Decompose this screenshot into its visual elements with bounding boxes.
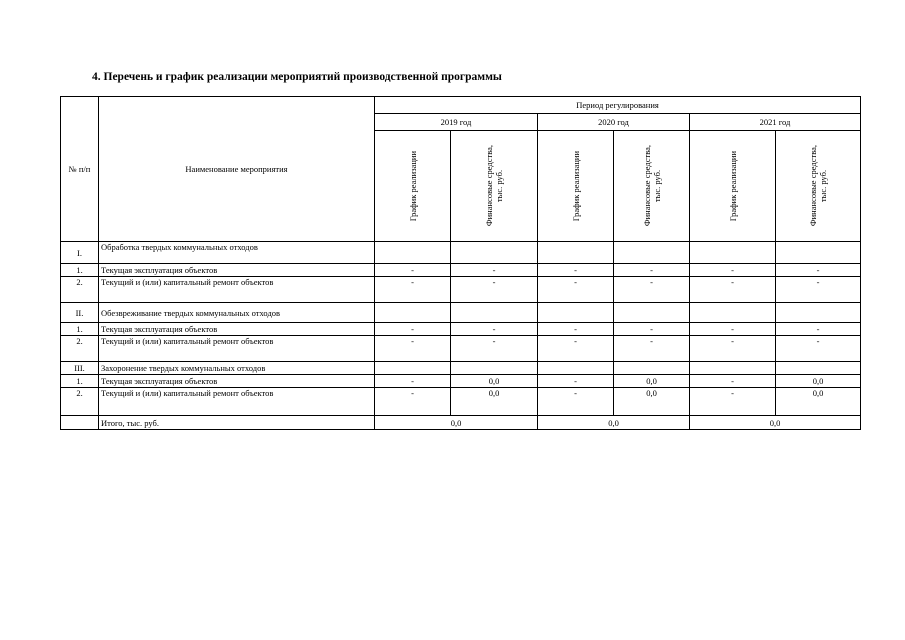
cell-value: -	[614, 336, 690, 362]
header-finance-2020: Финансовые средства, тыс. руб.	[614, 131, 690, 242]
row-name: Текущая эксплуатация объектов	[99, 323, 375, 336]
cell-value: -	[538, 336, 614, 362]
cell-value: -	[375, 323, 451, 336]
header-schedule-2020: График реализации	[538, 131, 614, 242]
cell-value: -	[690, 264, 776, 277]
row-name: Текущий и (или) капитальный ремонт объектов	[99, 277, 375, 303]
section-name: Захоронение твердых коммунальных отходов	[99, 362, 375, 375]
section-name: Обезвреживание твердых коммунальных отходов	[99, 303, 375, 323]
cell-value: -	[614, 264, 690, 277]
cell-value: 0,0	[451, 388, 538, 416]
section-num: III.	[61, 362, 99, 375]
header-finance-2021: Финансовые средства, тыс. руб.	[776, 131, 861, 242]
cell-value: -	[538, 264, 614, 277]
cell-value: -	[451, 277, 538, 303]
row-name: Текущий и (или) капитальный ремонт объектов	[99, 388, 375, 416]
cell-value: -	[614, 323, 690, 336]
table-row	[61, 264, 861, 277]
cell-value: -	[776, 336, 861, 362]
section-row	[61, 362, 861, 375]
cell-value: -	[451, 264, 538, 277]
cell-value: -	[690, 375, 776, 388]
cell-value: -	[451, 323, 538, 336]
section-row	[61, 303, 861, 323]
cell-value: -	[776, 264, 861, 277]
row-num: 2.	[61, 277, 99, 303]
row-name: Текущая эксплуатация объектов	[99, 264, 375, 277]
cell-value: 0,0	[614, 375, 690, 388]
row-num: 1.	[61, 264, 99, 277]
program-table	[60, 96, 861, 430]
document-title: 4. Перечень и график реализации мероприятий производственной программы	[92, 71, 502, 83]
header-schedule-2021: График реализации	[690, 131, 776, 242]
row-num: 1.	[61, 323, 99, 336]
total-label: Итого, тыс. руб.	[99, 416, 375, 430]
cell-value: -	[690, 336, 776, 362]
section-row	[61, 242, 861, 264]
cell-value: -	[776, 323, 861, 336]
cell-value: -	[375, 375, 451, 388]
cell-value: -	[614, 277, 690, 303]
total-value-2019: 0,0	[375, 416, 538, 430]
table-row	[61, 277, 861, 303]
cell-value: 0,0	[614, 388, 690, 416]
table-header	[61, 97, 861, 242]
cell-value: -	[538, 277, 614, 303]
table-row	[61, 388, 861, 416]
header-finance-2019: Финансовые средства, тыс. руб.	[451, 131, 538, 242]
header-year-2020: 2020 год	[538, 114, 690, 131]
total-row	[61, 416, 861, 430]
table-row	[61, 336, 861, 362]
cell-value: -	[776, 277, 861, 303]
cell-value: 0,0	[776, 388, 861, 416]
cell-value: -	[690, 388, 776, 416]
header-schedule-2019: График реализации	[375, 131, 451, 242]
section-num: I.	[61, 242, 99, 264]
cell-value: 0,0	[776, 375, 861, 388]
section-name: Обработка твердых коммунальных отходов	[99, 242, 375, 264]
cell-value: -	[538, 388, 614, 416]
total-value-2021: 0,0	[690, 416, 861, 430]
cell-value: 0,0	[451, 375, 538, 388]
cell-value: -	[375, 264, 451, 277]
row-num: 2.	[61, 336, 99, 362]
row-name: Текущий и (или) капитальный ремонт объектов	[99, 336, 375, 362]
table-row	[61, 323, 861, 336]
cell-value: -	[375, 277, 451, 303]
header-year-2019: 2019 год	[375, 114, 538, 131]
cell-value: -	[690, 277, 776, 303]
row-num: 1.	[61, 375, 99, 388]
cell-value: -	[451, 336, 538, 362]
header-year-2021: 2021 год	[690, 114, 861, 131]
cell-value: -	[375, 336, 451, 362]
cell-value: -	[375, 388, 451, 416]
header-name: Наименование мероприятия	[99, 97, 375, 242]
row-name: Текущая эксплуатация объектов	[99, 375, 375, 388]
cell-value: -	[690, 323, 776, 336]
header-period: Период регулирования	[375, 97, 861, 114]
cell-value: -	[538, 323, 614, 336]
cell-value: -	[538, 375, 614, 388]
section-num: II.	[61, 303, 99, 323]
table-body	[61, 242, 861, 430]
table-row	[61, 375, 861, 388]
row-num: 2.	[61, 388, 99, 416]
header-num: № п/п	[61, 97, 99, 242]
total-value-2020: 0,0	[538, 416, 690, 430]
